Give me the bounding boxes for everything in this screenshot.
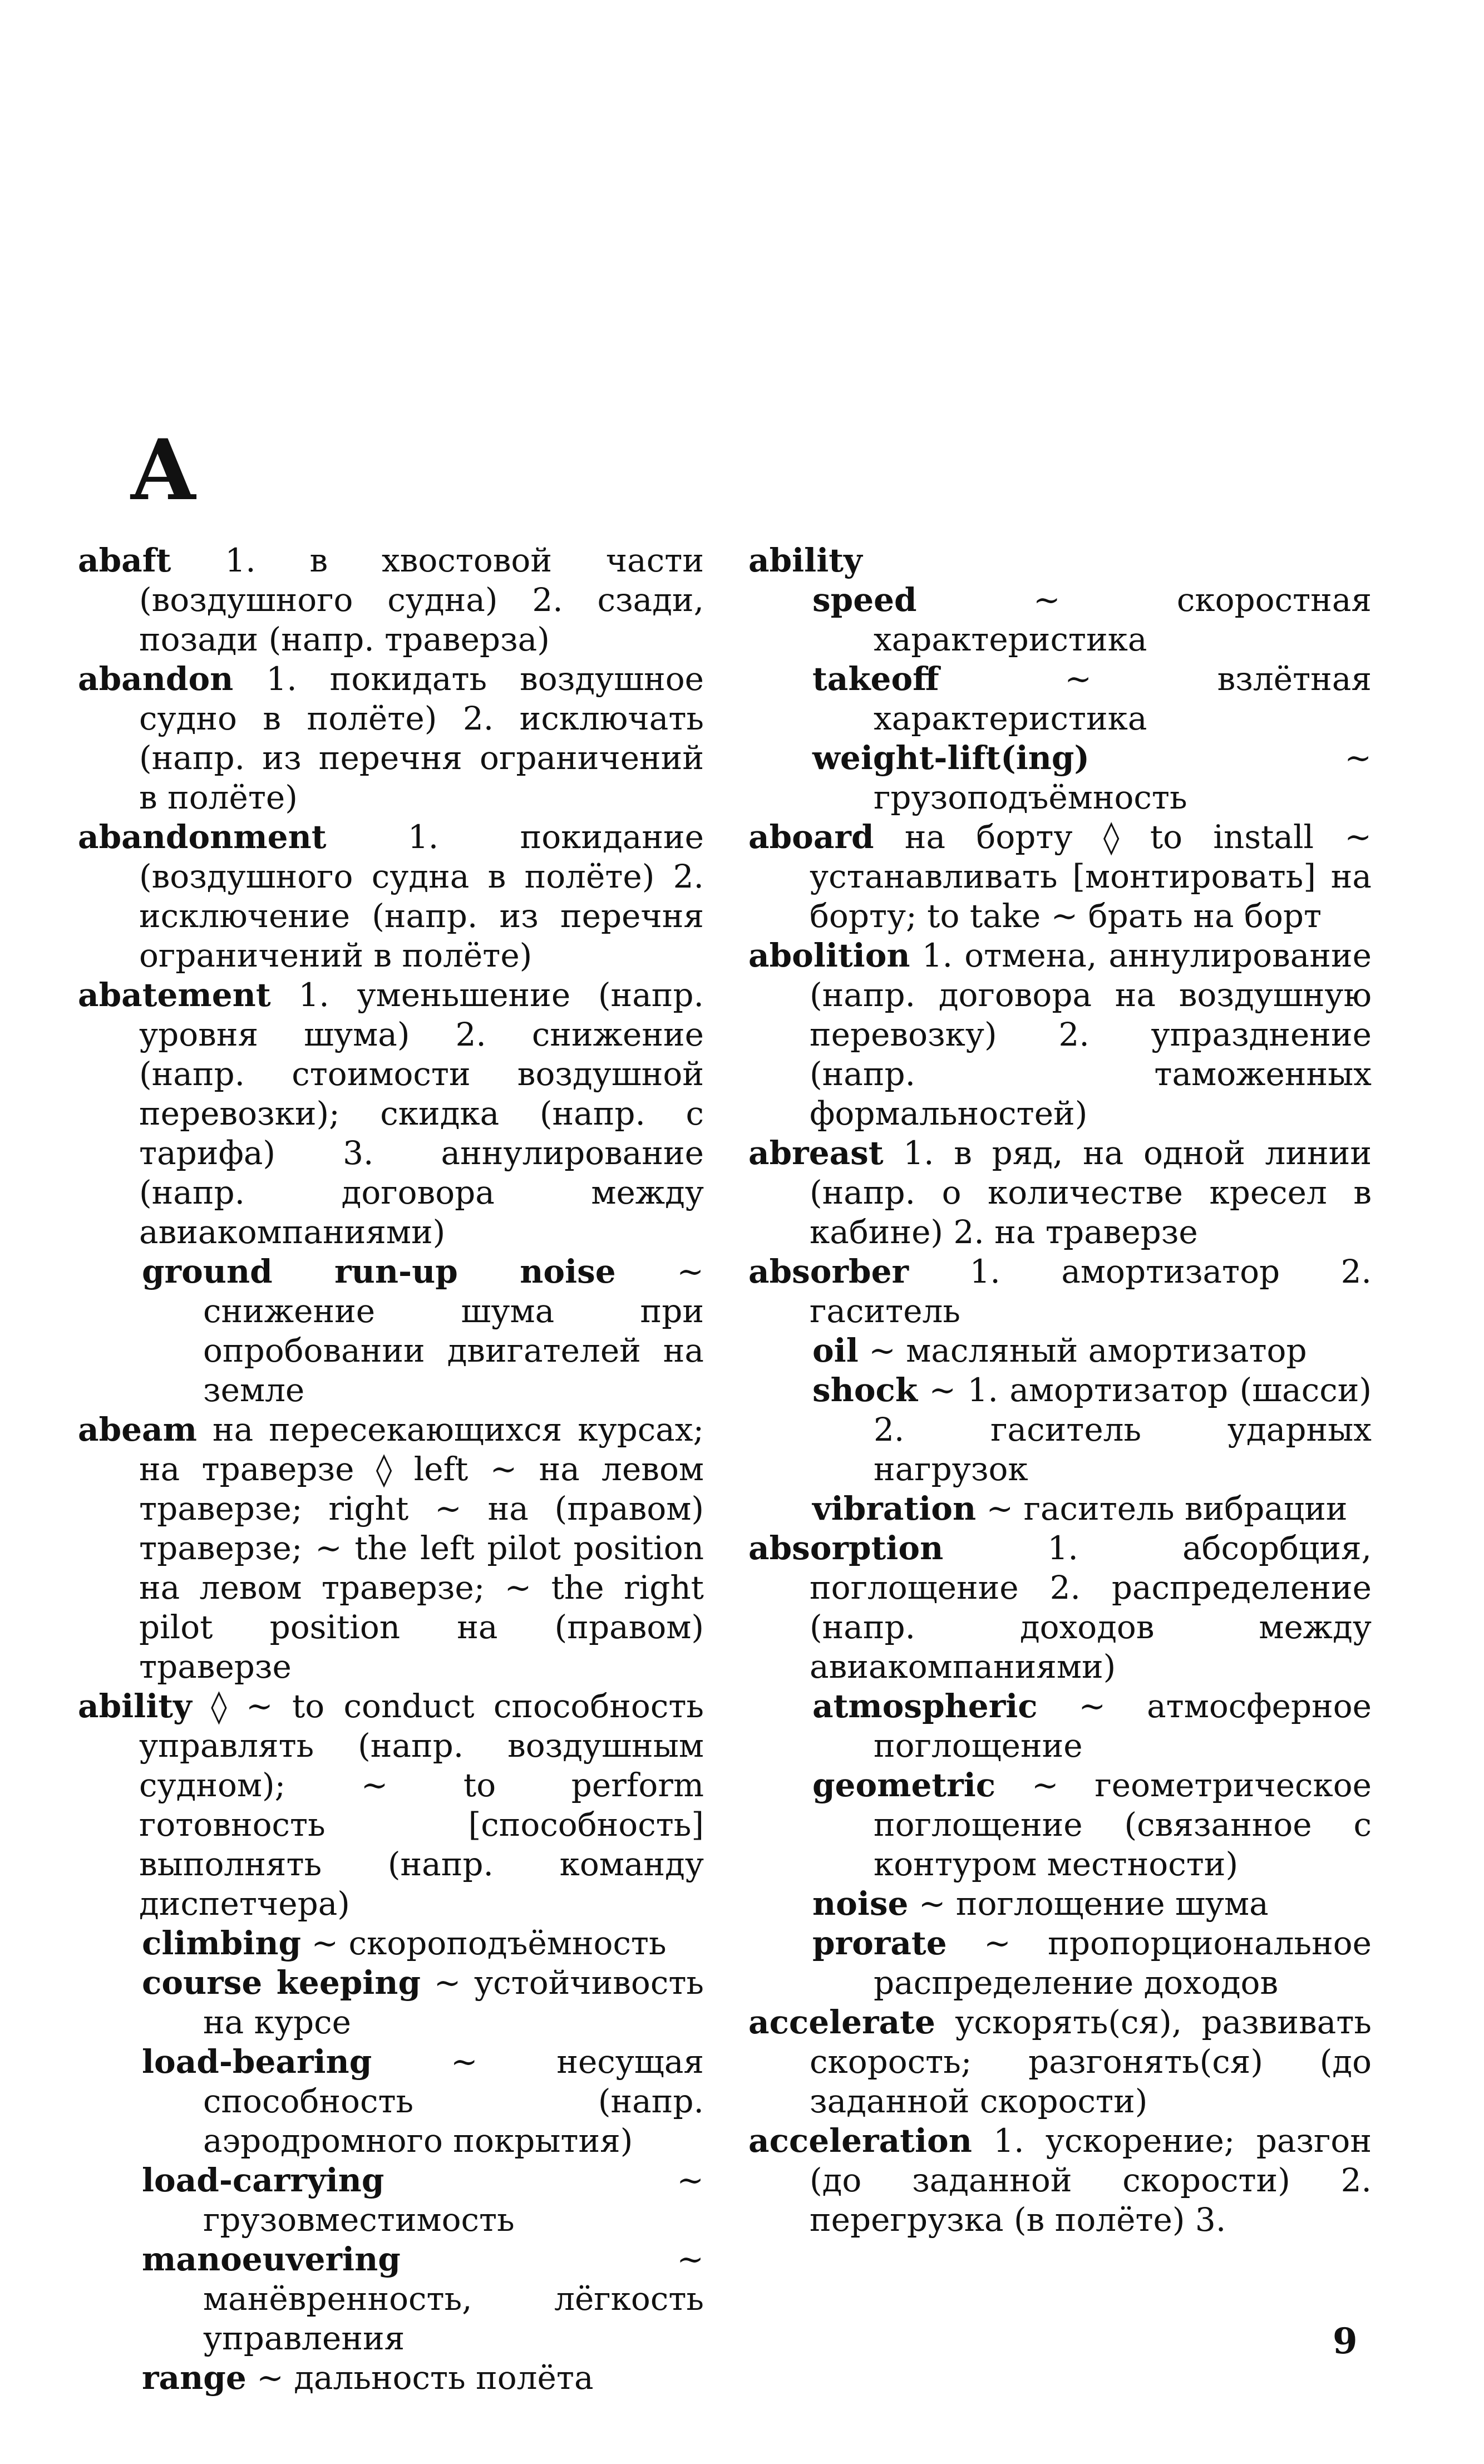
dictionary-entry — [748, 1134, 1372, 1252]
dictionary-entry — [78, 975, 704, 1252]
dictionary-subentry — [748, 1766, 1372, 1884]
headword: abaft — [78, 541, 171, 579]
page-number: 9 — [1333, 2320, 1358, 2362]
dictionary-subentry — [78, 2358, 704, 2398]
headword: abandon — [78, 660, 234, 698]
dictionary-subentry — [748, 738, 1372, 817]
subentry-term: load-carrying — [142, 2161, 384, 2199]
left-column — [78, 541, 704, 2398]
dictionary-subentry — [748, 1331, 1372, 1371]
definition: ~ поглощение шума — [918, 1885, 1269, 1923]
dictionary-subentry — [78, 2161, 704, 2240]
dictionary-subentry — [748, 580, 1372, 659]
definition: на борту ◊ to install ~ устанавливать [монтировать] на борту; to take ~ брать на борт — [810, 818, 1372, 935]
subentry-term: climbing — [142, 1924, 302, 1962]
section-letter: A — [131, 421, 196, 519]
headword: abandonment — [78, 818, 327, 856]
dictionary-subentry — [748, 1489, 1372, 1529]
headword: accelerate — [748, 2003, 935, 2041]
definition: 1. абсорбция, поглощение 2. распределение (напр. доходов между авиакомпаниями) — [810, 1529, 1372, 1686]
subentry-term: vibration — [812, 1490, 977, 1527]
dictionary-subentry — [78, 1924, 704, 1963]
definition: ~ скороподъёмность — [311, 1924, 667, 1962]
definition: 1. отмена, аннулирование (напр. договора на воздушную перевозку) 2. упразднение (напр. таможенных формальностей) — [810, 937, 1372, 1132]
dictionary-subentry — [748, 1371, 1372, 1489]
dictionary-entry — [78, 659, 704, 817]
definition: 1. покидать воздушное судно в полёте) 2. исключать (напр. из перечня ограничений в полёте) — [139, 660, 704, 816]
headword: abreast — [748, 1134, 884, 1172]
subentry-term: shock — [812, 1371, 918, 1409]
definition: ~ пропорциональное распределение доходов — [874, 1924, 1372, 2002]
definition: ~ манёвренность, лёгкость управления — [203, 2240, 704, 2357]
dictionary-subentry — [78, 2042, 704, 2161]
definition: на пересекающихся курсах; на траверзе ◊ left ~ на левом траверзе; right ~ на (правом) траверзе; ~ the left pilot position на левом траверзе; ~ the right pilot position на (правом) траверзе — [139, 1411, 704, 1686]
dictionary-entry — [78, 1687, 704, 1924]
headword: ability — [78, 1687, 192, 1725]
definition: ускорять(ся), развивать скорость; разгонять(ся) (до заданной скорости) — [810, 2003, 1372, 2120]
dictionary-subentry — [78, 1963, 704, 2042]
definition: 1. амортизатор 2. гаситель — [810, 1253, 1372, 1330]
right-column — [748, 541, 1372, 2240]
definition: ~ устойчивость на курсе — [203, 1964, 704, 2041]
definition: ~ грузоподъёмность — [874, 739, 1372, 816]
subentry-term: course keeping — [142, 1964, 421, 2002]
subentry-term: manoeuvering — [142, 2240, 401, 2278]
definition: 1. в ряд, на одной линии (напр. о количестве кресел в кабине) 2. на траверзе — [810, 1134, 1372, 1251]
subentry-term: load-bearing — [142, 2043, 372, 2081]
definition: ~ геометрическое поглощение (связанное с контуром местности) — [874, 1766, 1372, 1883]
subentry-term: prorate — [812, 1924, 947, 1962]
definition: ~ взлётная характеристика — [874, 660, 1372, 737]
headword: absorption — [748, 1529, 944, 1567]
definition: ~ гаситель вибрации — [986, 1490, 1348, 1527]
dictionary-entry — [748, 541, 1372, 580]
dictionary-entry — [748, 2121, 1372, 2240]
dictionary-subentry — [748, 1884, 1372, 1924]
dictionary-entry — [78, 1410, 704, 1687]
dictionary-entry — [78, 817, 704, 975]
definition: 1. ускорение; разгон (до заданной скорости) 2. перегрузка (в полёте) 3. — [810, 2122, 1372, 2239]
definition: ~ масляный амортизатор — [869, 1332, 1307, 1369]
definition: 1. покидание (воздушного судна в полёте) 2. исключение (напр. из перечня ограничений в полёте) — [139, 818, 704, 974]
headword: acceleration — [748, 2122, 972, 2160]
subentry-term: oil — [812, 1332, 859, 1369]
dictionary-entry — [748, 936, 1372, 1134]
definition: ~ скоростная характеристика — [874, 581, 1372, 658]
headword: abeam — [78, 1411, 197, 1448]
dictionary-subentry — [78, 2240, 704, 2358]
subentry-term: takeoff — [812, 660, 939, 698]
dictionary-subentry — [748, 1687, 1372, 1766]
dictionary-subentry — [78, 1252, 704, 1410]
definition: ~ несущая способность (напр. аэродромного покрытия) — [203, 2043, 704, 2160]
definition: ~ 1. амортизатор (шасси) 2. гаситель ударных нагрузок — [874, 1371, 1372, 1488]
subentry-term: speed — [812, 581, 917, 619]
dictionary-entry — [748, 817, 1372, 936]
headword: abatement — [78, 976, 271, 1014]
definition: ~ дальность полёта — [257, 2359, 594, 2397]
headword: absorber — [748, 1253, 909, 1290]
dictionary-entry — [748, 1252, 1372, 1331]
dictionary-entry — [748, 2003, 1372, 2121]
dictionary-entry — [78, 541, 704, 659]
headword: abolition — [748, 937, 910, 974]
definition: 1. в хвостовой части (воздушного судна) 2. сзади, позади (напр. траверза) — [139, 541, 704, 658]
headword: aboard — [748, 818, 874, 856]
dictionary-subentry — [748, 1924, 1372, 2003]
definition: ◊ ~ to conduct способность управлять (напр. воздушным судном); ~ to perform готовность [способность] выполнять (напр. команду диспетчера) — [139, 1687, 704, 1923]
subentry-term: geometric — [812, 1766, 996, 1804]
dictionary-subentry — [748, 659, 1372, 738]
subentry-term: weight-lift(ing) — [812, 739, 1089, 777]
subentry-term: atmospheric — [812, 1687, 1038, 1725]
definition: ~ снижение шума при опробовании двигателей на земле — [203, 1253, 704, 1409]
dictionary-entry — [748, 1529, 1372, 1687]
subentry-term: ground run-up noise — [142, 1253, 616, 1290]
definition: ~ грузовместимость — [203, 2161, 704, 2239]
subentry-term: noise — [812, 1885, 909, 1923]
definition: 1. уменьшение (напр. уровня шума) 2. снижение (напр. стоимости воздушной перевозки); скидка (напр. с тарифа) 3. аннулирование (напр. договора между авиакомпаниями) — [139, 976, 704, 1251]
headword: ability — [748, 541, 862, 579]
subentry-term: range — [142, 2359, 246, 2397]
definition: ~ атмосферное поглощение — [874, 1687, 1372, 1765]
